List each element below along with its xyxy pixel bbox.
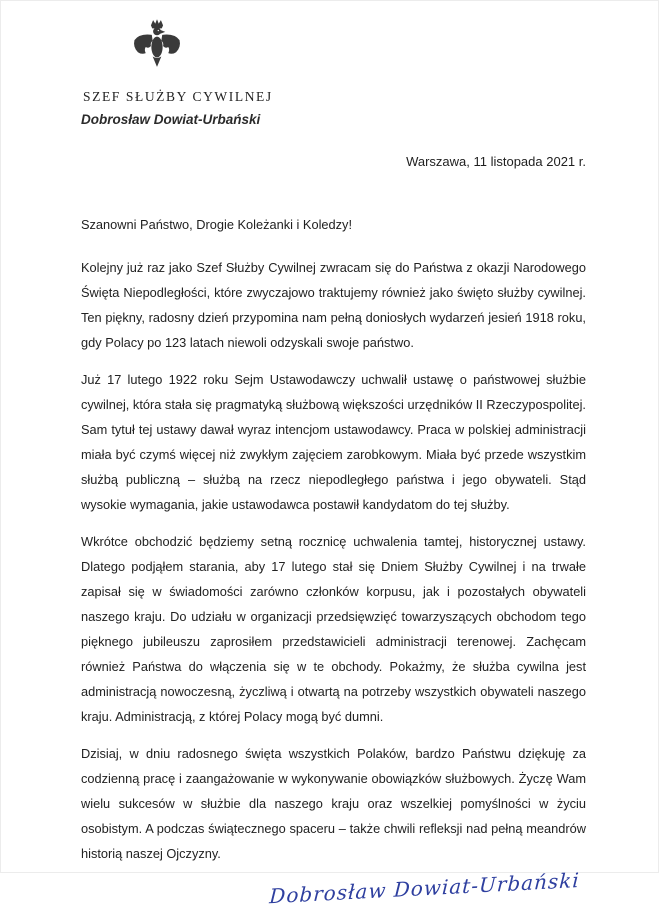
signer-name: Dobrosław Dowiat-Urbański (81, 112, 261, 127)
letter-content (1, 1, 658, 908)
letter-paragraph: Wkrótce obchodzić będziemy setną rocznicę uchwalenia tamtej, historycznej ustawy. Dlatego podjąłem starania, aby 17 lutego stał się Dniem Służby Cywilnej i na trwałe zapisał się w świadomości zarówno członków korpusu, jak i pozostałych obywateli naszego kraju. Do udziału w organizacji przedsięwzięć towarzyszących obchodom tego pięknego jubileuszu zaprosiłem przedstawicieli administracji terenowej. Zachęcam również Państwa do włączenia się w te obchody. Pokażmy, że służba cywilna jest administracją nowoczesną, życzliwą i otwartą na potrzeby wszystkich obywateli naszego kraju. Administracją, z której Polacy mogą być dumni. (81, 534, 586, 724)
letter-paragraph: Kolejny już raz jako Szef Służby Cywilnej zwracam się do Państwa z okazji Narodowego Święta Niepodległości, które zwyczajowo traktujemy również jako święto służby cywilnej. Ten piękny, radosny dzień przypomina nam pełną doniosłych wydarzeń jesień 1918 roku, gdy Polacy po 123 latach niewoli odzyskali swoje państwo. (81, 260, 586, 350)
letter-paragraph: Dzisiaj, w dniu radosnego święta wszystkich Polaków, bardzo Państwu dziękuję za codzienną pracę i zaangażowanie w wykonywanie obowiązków służbowych. Życzę Wam wielu sukcesów w służbie dla naszego kraju oraz wszelkiej pomyślności w życiu osobistym. A podczas świątecznego spaceru – także chwili refleksji nad pełną meandrów historią naszej Ojczyzny. (81, 746, 586, 861)
dateline: Warszawa, 11 listopada 2021 r. (406, 154, 586, 169)
polish-eagle-icon (131, 17, 183, 79)
signature-block (81, 867, 586, 908)
letter-paragraph: Już 17 lutego 1922 roku Sejm Ustawodawczy uchwalił ustawę o państwowej służbie cywilnej, która stała się pragmatyką służbową większości urzędników II Rzeczypospolitej. Sam tytuł tej ustawy dawał wyraz intencjom ustawodawcy. Praca w polskiej administracji miała być czymś więcej niż zwykłym zajęciem zarobkowym. Miała być przede wszystkim służbą publiczną – służbą na rzecz niepodległego państwa i jego obywateli. Stąd wysokie wymagania, jakie ustawodawca postawił kandydatom do tej służby. (81, 372, 586, 512)
signature-handwriting: Dobrosław Dowiat-Urbański (269, 867, 581, 908)
office-title: SZEF SŁUŻBY CYWILNEJ (83, 89, 273, 104)
salutation: Szanowni Państwo, Drogie Koleżanki i Koledzy! (81, 217, 353, 232)
letter-body (81, 255, 586, 866)
